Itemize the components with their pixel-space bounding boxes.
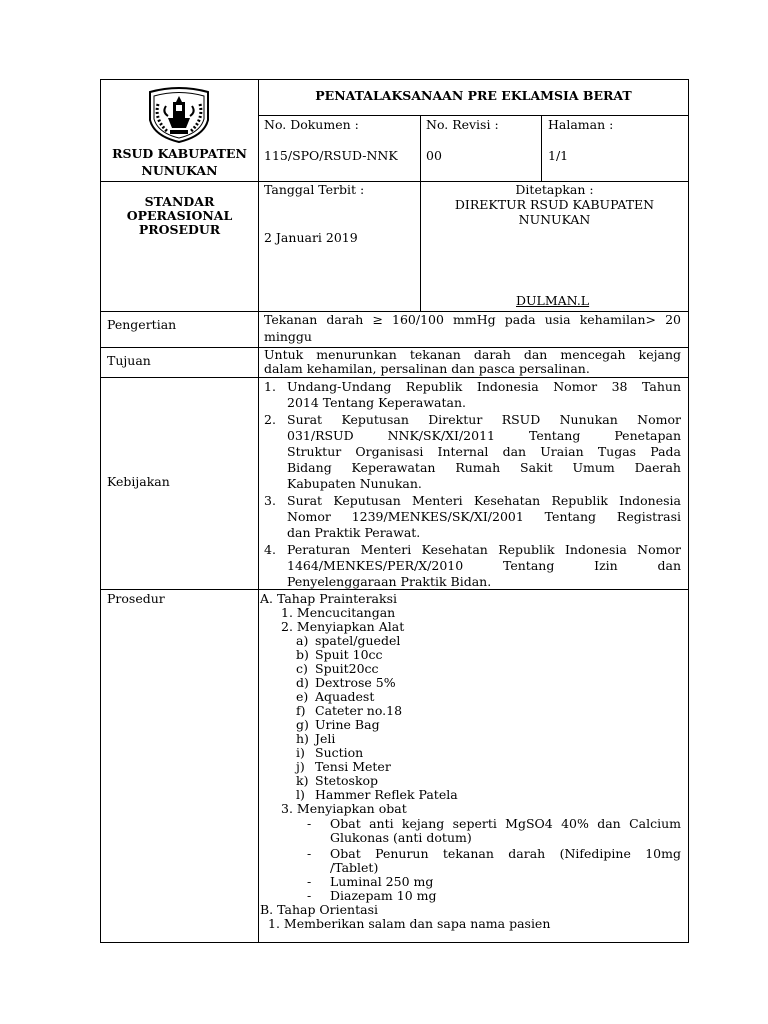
kebijakan-4-line3: Penyelenggaraan Praktik Bidan. [287,574,492,589]
rule-kebijakan [100,589,688,590]
pengertian-line1: Tekanan darah ≥ 160/100 mmHg pada usia kehamilan> 20 [264,312,681,327]
medicine-1-line2: Glukonas (anti dotum) [330,830,472,845]
set-by-label: Ditetapkan : [515,182,594,197]
prosedur-label: Prosedur [107,591,165,606]
tool-key: c) [296,661,308,676]
stage-b-title: B. Tahap Orientasi [260,902,378,917]
set-by-line2: NUNUKAN [518,212,591,227]
tool-item: Stetoskop [315,773,379,788]
kebijakan-2-line2: 031/RSUD NNK/SK/XI/2011 Tentang Penetapan [287,428,681,443]
tool-item: Tensi Meter [315,759,391,774]
tool-item: Jeli [315,731,336,746]
kebijakan-2-line5: Kabupaten Nunukan. [287,476,422,491]
kebijakan-2-line3: Struktur Organisasi Internal dan Uraian Tugas Pada [287,444,681,459]
kebijakan-1-line1: Undang-Undang Republik Indonesia Nomor 38 Tahun [287,379,681,394]
kebijakan-3-line1: Surat Keputusan Menteri Kesehatan Republik Indonesia [287,493,681,508]
tujuan-line2: dalam kehamilan, persalinan dan pasca persalinan. [264,361,590,376]
bullet-dash: - [307,888,312,903]
tool-item: Urine Bag [315,717,380,732]
doc-number-label: No. Dokumen : [264,117,359,132]
tool-key: i) [296,745,305,760]
medicine-1-line1: Obat anti kejang seperti MgSO4 40% dan Calcium [330,816,681,831]
spo-label-line1: STANDAR [144,194,215,209]
medicine-2-line2: /Tablet) [330,860,379,875]
kebijakan-1-line2: 2014 Tentang Keperawatan. [287,395,466,410]
revision-value: 00 [426,148,442,163]
bullet-dash: - [307,846,312,861]
kebijakan-4-line2: 1464/MENKES/PER/X/2010 Tentang Izin dan [287,558,681,573]
tujuan-line1: Untuk menurunkan tekanan darah dan mencegah kejang [264,347,681,362]
tool-item: Cateter no.18 [315,703,403,718]
stage-b-step-1: 1. Memberikan salam dan sapa nama pasien [268,916,551,931]
spo-label-line3: PROSEDUR [138,222,221,237]
tool-item: Dextrose 5% [315,675,396,690]
issue-date-value: 2 Januari 2019 [264,230,358,245]
stage-a-step-1: 1. Mencucitangan [281,605,396,620]
border-top [100,79,688,80]
kebijakan-label: Kebijakan [107,474,170,489]
rule-tujuan [100,377,688,378]
hospital-name-line2: NUNUKAN [141,163,218,178]
tujuan-label: Tujuan [107,353,151,368]
tool-key: f) [296,703,306,718]
kebijakan-3-line2: Nomor 1239/MENKES/SK/XI/2001 Tentang Registrasi [287,509,681,524]
medicine-2-line1: Obat Penurun tekanan darah (Nifedipine 10mg [330,846,681,861]
page-value: 1/1 [548,148,569,163]
tool-key: b) [296,647,309,662]
kebijakan-2-line4: Bidang Keperawatan Rumah Sakit Umum Daerah [287,460,681,475]
rule-col-1 [258,79,259,943]
spo-label-line2: OPERASIONAL [126,208,233,223]
bullet-dash: - [307,816,312,831]
kebijakan-4-line1: Peraturan Menteri Kesehatan Republik Indonesia Nomor [287,542,681,557]
tool-item: Suction [315,745,364,760]
kebijakan-2-line1: Surat Keputusan Direktur RSUD Nunukan Nomor [287,412,681,427]
kebijakan-num-1: 1. [264,379,276,394]
stage-a-step-3: 3. Menyiapkan obat [281,801,407,816]
pengertian-line2: minggu [264,329,312,344]
hospital-name-line1: RSUD KABUPATEN [112,146,247,161]
rule-header-1 [100,181,688,182]
tool-item: Spuit20cc [315,661,379,676]
tool-item: Aquadest [315,689,375,704]
border-right [688,79,689,943]
rule-title [258,115,688,116]
stage-a-step-2: 2. Menyiapkan Alat [281,619,405,634]
signer-name: DULMAN.L [516,293,590,308]
tool-key: l) [296,787,305,802]
tool-key: a) [296,633,309,648]
tool-item: spatel/guedel [315,633,401,648]
set-by-line1: DIREKTUR RSUD KABUPATEN [454,197,655,212]
revision-label: No. Revisi : [426,117,499,132]
tool-key: d) [296,675,309,690]
pengertian-label: Pengertian [107,317,177,332]
kebijakan-3-line3: dan Praktik Perawat. [287,525,421,540]
medicine-4: Diazepam 10 mg [330,888,437,903]
doc-number-value: 115/SPO/RSUD-NNK [264,148,398,163]
document-title: PENATALAKSANAAN PRE EKLAMSIA BERAT [315,88,632,103]
tool-key: e) [296,689,309,704]
bullet-dash: - [307,874,312,889]
tool-key: g) [296,717,309,732]
tool-key: k) [296,773,309,788]
stage-a-title: A. Tahap Prainteraksi [260,591,397,606]
kebijakan-num-4: 4. [264,542,276,557]
issue-date-label: Tanggal Terbit : [264,182,365,197]
page-label: Halaman : [548,117,614,132]
tool-key: j) [296,759,305,774]
kebijakan-num-3: 3. [264,493,276,508]
hospital-emblem-icon [146,84,212,144]
medicine-3: Luminal 250 mg [330,874,434,889]
tool-item: Spuit 10cc [315,647,383,662]
kebijakan-num-2: 2. [264,412,276,427]
rule-col-3 [541,115,542,182]
border-bottom [100,942,688,943]
tool-key: h) [296,731,309,746]
tool-item: Hammer Reflek Patela [315,787,458,802]
